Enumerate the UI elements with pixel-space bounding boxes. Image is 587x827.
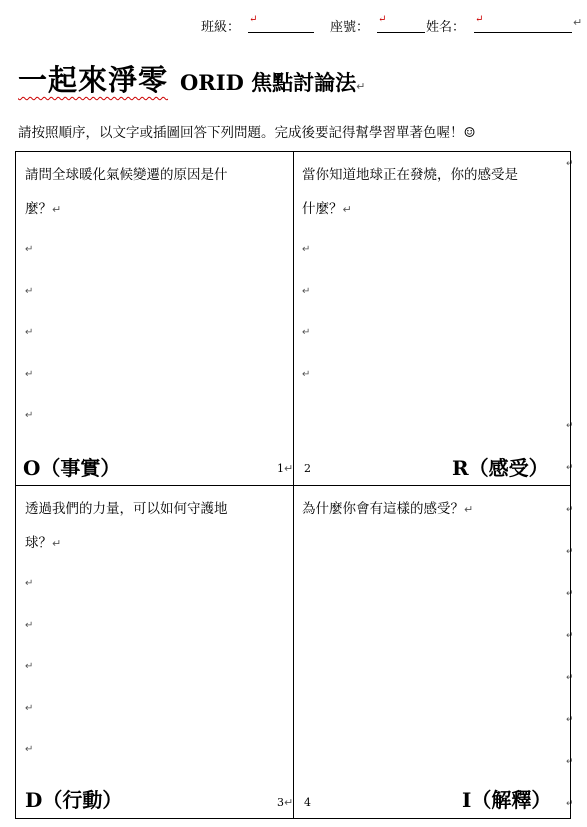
student-info-header [0, 12, 587, 36]
question-r-line2-text: 什麼？ [302, 201, 343, 217]
empty-para-mark: ↵ [25, 661, 34, 672]
empty-para-mark: ↵ [25, 327, 34, 338]
question-r-line1: 當你知道地球正在發燒，你的感受是 [302, 167, 518, 183]
label-r: R（感受） [452, 456, 549, 480]
name-field[interactable] [474, 32, 572, 33]
margin-mark: ↵ [566, 421, 574, 431]
margin-mark: ↵ [566, 715, 574, 725]
label-i: I（解釋） [462, 788, 552, 812]
empty-para-mark: ↵ [25, 744, 34, 755]
number-o [277, 462, 293, 475]
question-o-line2 [25, 192, 275, 227]
label-o: O（事實） [23, 456, 121, 480]
empty-para-mark: ↵ [302, 244, 311, 255]
line-para-mark: ↵ [342, 203, 352, 216]
instructions-text: 請按照順序，以文字或插圖回答下列問題。完成後要記得幫學習單著色喔！☺ [18, 125, 476, 141]
question-d-line1: 透過我們的力量，可以如何守護地 [25, 501, 228, 517]
header-para-mark: ↵ [573, 16, 583, 29]
empty-para-mark: ↵ [25, 702, 34, 714]
question-o [25, 158, 275, 227]
num-para-mark: ↵ [284, 796, 294, 809]
empty-para-mark: ↵ [302, 327, 311, 338]
seat-label: 座號： [330, 20, 370, 35]
answer-area-o[interactable] [25, 244, 45, 452]
empty-para-mark: ↵ [25, 285, 34, 297]
question-r-line2 [302, 192, 552, 227]
question-r [302, 158, 552, 227]
number-i: 4 [304, 796, 311, 809]
margin-mark: ↵ [566, 505, 574, 515]
seat-mark: ↵ [378, 14, 387, 25]
answer-area-d[interactable] [25, 578, 45, 786]
margin-mark: ↵ [566, 547, 574, 557]
question-d [25, 492, 275, 561]
quadrant-r[interactable] [294, 152, 570, 485]
label-d: D（行動） [25, 788, 123, 812]
orid-grid [15, 151, 571, 819]
class-field[interactable] [248, 32, 314, 33]
class-label: 班級： [201, 20, 241, 35]
question-d-line2-text: 球？ [25, 535, 52, 551]
empty-para-mark: ↵ [25, 244, 34, 255]
empty-para-mark: ↵ [25, 410, 34, 421]
margin-mark: ↵ [566, 159, 574, 169]
empty-para-mark: ↵ [25, 578, 34, 589]
num-para-mark: ↵ [284, 462, 294, 475]
quadrant-i[interactable] [294, 486, 570, 819]
answer-area-r[interactable] [302, 244, 322, 410]
number-d [277, 796, 293, 809]
margin-mark: ↵ [566, 757, 574, 767]
class-mark: ↵ [249, 14, 258, 25]
line-para-mark: ↵ [52, 203, 62, 216]
seat-field[interactable] [377, 32, 425, 33]
margin-mark: ↵ [566, 631, 574, 641]
quadrant-d[interactable] [16, 486, 293, 819]
title-sub: ORID 焦點討論法 [180, 70, 357, 95]
empty-para-mark: ↵ [25, 619, 34, 631]
number-r: 2 [304, 462, 311, 475]
question-o-line2-text: 麼？ [25, 201, 52, 217]
number-d-text: 3 [277, 796, 284, 809]
margin-mark: ↵ [566, 589, 574, 599]
empty-para-mark: ↵ [302, 368, 311, 380]
worksheet-title [18, 58, 365, 98]
quadrant-o[interactable] [16, 152, 293, 485]
title-para-mark: ↵ [356, 80, 366, 93]
name-mark: ↵ [475, 14, 484, 25]
empty-para-mark: ↵ [25, 368, 34, 380]
number-o-text: 1 [277, 462, 284, 475]
margin-mark: ↵ [566, 799, 574, 809]
name-label: 姓名： [426, 20, 466, 35]
question-i [302, 492, 552, 527]
empty-para-mark: ↵ [302, 285, 311, 297]
margin-mark: ↵ [566, 463, 574, 473]
margin-mark: ↵ [566, 673, 574, 683]
line-para-mark: ↵ [464, 503, 474, 516]
question-i-line1 [302, 492, 552, 527]
question-i-line1-text: 為什麼你會有這樣的感受？ [302, 501, 464, 517]
title-main: 一起來淨零 [18, 63, 169, 97]
question-o-line1: 請問全球暖化氣候變遷的原因是什 [25, 167, 228, 183]
question-d-line2 [25, 526, 275, 561]
line-para-mark: ↵ [52, 537, 62, 550]
instructions [18, 121, 476, 141]
